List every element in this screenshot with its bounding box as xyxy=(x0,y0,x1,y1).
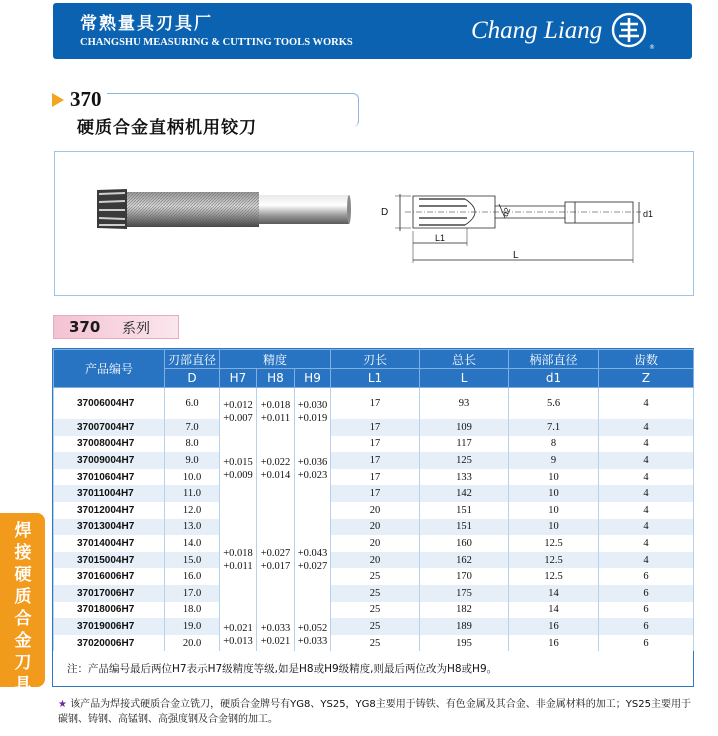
tolerance-lower: +0.007 xyxy=(223,412,253,424)
blade-length: 20 xyxy=(331,502,420,519)
blade-length: 25 xyxy=(331,635,420,652)
col-sym-Z: Z xyxy=(599,369,694,388)
col-header-blade-len: 刃长 xyxy=(331,350,420,369)
total-length: 160 xyxy=(420,535,509,552)
star-icon: ★ xyxy=(58,699,67,710)
product-code: 37007004H7 xyxy=(54,419,165,436)
col-sym-H8: H8 xyxy=(257,369,295,388)
category-side-tab xyxy=(0,513,45,695)
tolerance-lower: +0.019 xyxy=(297,412,328,424)
shank-diameter: 8 xyxy=(509,436,599,453)
tolerance-upper: +0.030 xyxy=(297,399,328,411)
product-code: 37017006H7 xyxy=(54,585,165,602)
series-text: 系列 xyxy=(122,321,150,337)
table-row xyxy=(54,452,694,469)
tolerance-upper: +0.018 xyxy=(260,399,291,411)
blade-length: 20 xyxy=(331,519,420,536)
col-sym-L1: L1 xyxy=(331,369,420,388)
teeth-count: 4 xyxy=(599,552,694,569)
blade-length: 25 xyxy=(331,602,420,619)
blade-diameter: 7.0 xyxy=(165,419,220,436)
category-side-tab-text: 焊接硬质合金刀具 xyxy=(14,521,32,695)
table-row xyxy=(54,436,694,453)
total-length: 93 xyxy=(420,388,509,420)
table-row xyxy=(54,485,694,502)
col-sym-H9: H9 xyxy=(295,369,331,388)
total-length: 151 xyxy=(420,519,509,536)
product-code: 37018006H7 xyxy=(54,602,165,619)
footnote-text: 该产品为焊接式硬质合金立铣刀，硬质合金牌号有YG8、YS25，YG8主要用于铸铁、有色金属及其合金、非金属材料的加工；YS25主要用于碳钢、铸钢、高锰钢、高强度钢及合金钢的加工。 xyxy=(58,699,691,725)
shank-diameter: 10 xyxy=(509,502,599,519)
tolerance-h9 xyxy=(295,436,331,502)
teeth-count: 4 xyxy=(599,535,694,552)
tolerance-h7 xyxy=(220,436,257,502)
table-row xyxy=(54,502,694,519)
product-code: 37014004H7 xyxy=(54,535,165,552)
blade-length: 25 xyxy=(331,568,420,585)
col-header-blade-dia: 刃部直径 xyxy=(165,350,220,369)
tolerance-upper: +0.022 xyxy=(260,456,291,468)
product-code: 37011004H7 xyxy=(54,485,165,502)
dim-label-d1: d1 xyxy=(643,209,654,219)
col-sym-H7: H7 xyxy=(220,369,257,388)
tolerance-h8 xyxy=(257,436,295,502)
blade-diameter: 16.0 xyxy=(165,568,220,585)
tolerance-upper: +0.036 xyxy=(297,456,328,468)
series-number: 370 xyxy=(69,318,101,336)
teeth-count: 4 xyxy=(599,485,694,502)
tolerance-h9 xyxy=(295,618,331,651)
teeth-count: 6 xyxy=(599,585,694,602)
spec-table-panel xyxy=(52,348,694,687)
company-name-cn: 常熟量具刃具厂 xyxy=(80,14,213,34)
teeth-count: 6 xyxy=(599,602,694,619)
shank-diameter: 16 xyxy=(509,635,599,652)
product-code: 37016006H7 xyxy=(54,568,165,585)
blade-diameter: 9.0 xyxy=(165,452,220,469)
blade-diameter: 12.0 xyxy=(165,502,220,519)
tolerance-h7 xyxy=(220,502,257,618)
total-length: 195 xyxy=(420,635,509,652)
table-row xyxy=(54,388,694,420)
product-series-number: 370 xyxy=(70,87,102,111)
tolerance-upper: +0.021 xyxy=(223,622,253,634)
blade-length: 20 xyxy=(331,535,420,552)
tolerance-lower: +0.011 xyxy=(260,412,291,424)
shank-diameter: 10 xyxy=(509,519,599,536)
blade-length: 17 xyxy=(331,469,420,486)
blade-diameter: 14.0 xyxy=(165,535,220,552)
shank-diameter: 12.5 xyxy=(509,552,599,569)
col-header-teeth: 齿数 xyxy=(599,350,694,369)
tolerance-lower: +0.017 xyxy=(260,561,291,573)
shank-diameter: 16 xyxy=(509,618,599,635)
tolerance-lower: +0.013 xyxy=(223,635,253,647)
tolerance-h8 xyxy=(257,618,295,651)
brand-name: Chang Liang xyxy=(471,17,603,44)
blade-diameter: 13.0 xyxy=(165,519,220,536)
tolerance-upper: +0.033 xyxy=(260,622,291,634)
tolerance-lower: +0.009 xyxy=(223,469,253,481)
registered-mark: ® xyxy=(649,44,655,51)
col-sym-d1: d1 xyxy=(509,369,599,388)
table-note: 注：产品编号最后两位H7表示H7级精度等级,如是H8或H9级精度,则最后两位改为H8或H9。 xyxy=(67,663,498,675)
footnote xyxy=(58,697,692,727)
product-code: 37020006H7 xyxy=(54,635,165,652)
shank-diameter: 10 xyxy=(509,469,599,486)
col-header-total-len: 总长 xyxy=(420,350,509,369)
total-length: 175 xyxy=(420,585,509,602)
shank-diameter: 7.1 xyxy=(509,419,599,436)
tolerance-lower: +0.014 xyxy=(260,469,291,481)
total-length: 162 xyxy=(420,552,509,569)
col-header-shank-dia: 柄部直径 xyxy=(509,350,599,369)
product-code: 37015004H7 xyxy=(54,552,165,569)
product-drawing-panel xyxy=(54,151,694,296)
teeth-count: 4 xyxy=(599,469,694,486)
teeth-count: 6 xyxy=(599,568,694,585)
shank-diameter: 9 xyxy=(509,452,599,469)
table-row xyxy=(54,602,694,619)
tolerance-h8 xyxy=(257,388,295,436)
total-length: 189 xyxy=(420,618,509,635)
col-sym-D: D xyxy=(165,369,220,388)
total-length: 151 xyxy=(420,502,509,519)
total-length: 142 xyxy=(420,485,509,502)
tolerance-upper: +0.043 xyxy=(297,548,328,560)
teeth-count: 6 xyxy=(599,618,694,635)
tolerance-h8 xyxy=(257,502,295,618)
tolerance-upper: +0.052 xyxy=(297,622,328,634)
brand-logo-icon xyxy=(611,12,647,48)
shank-diameter: 14 xyxy=(509,585,599,602)
shank-diameter: 5.6 xyxy=(509,388,599,420)
blade-length: 17 xyxy=(331,452,420,469)
teeth-count: 4 xyxy=(599,502,694,519)
total-length: 182 xyxy=(420,602,509,619)
col-sym-L: L xyxy=(420,369,509,388)
total-length: 170 xyxy=(420,568,509,585)
reamer-photo xyxy=(97,189,351,229)
spec-table-body xyxy=(54,388,694,652)
product-code: 37019006H7 xyxy=(54,618,165,635)
series-label-bar xyxy=(53,315,179,339)
shank-diameter: 12.5 xyxy=(509,535,599,552)
total-length: 109 xyxy=(420,419,509,436)
table-row xyxy=(54,568,694,585)
teeth-count: 4 xyxy=(599,452,694,469)
teeth-count: 6 xyxy=(599,635,694,652)
teeth-count: 4 xyxy=(599,419,694,436)
table-row xyxy=(54,469,694,486)
table-row xyxy=(54,535,694,552)
table-row xyxy=(54,635,694,652)
teeth-count: 4 xyxy=(599,519,694,536)
dim-label-L: L xyxy=(513,250,519,261)
product-title: 硬质合金直柄机用铰刀 xyxy=(77,118,257,138)
blade-diameter: 20.0 xyxy=(165,635,220,652)
tolerance-upper: +0.012 xyxy=(223,399,253,411)
tolerance-h7 xyxy=(220,388,257,436)
tolerance-upper: +0.018 xyxy=(223,548,253,560)
tolerance-lower: +0.011 xyxy=(223,561,253,573)
shank-diameter: 14 xyxy=(509,602,599,619)
total-length: 117 xyxy=(420,436,509,453)
tolerance-lower: +0.023 xyxy=(297,469,328,481)
blade-diameter: 8.0 xyxy=(165,436,220,453)
blade-length: 20 xyxy=(331,552,420,569)
blade-length: 17 xyxy=(331,419,420,436)
dim-label-d2: d2 xyxy=(500,206,513,218)
blade-diameter: 18.0 xyxy=(165,602,220,619)
product-code: 37006004H7 xyxy=(54,388,165,420)
blade-diameter: 19.0 xyxy=(165,618,220,635)
col-header-code: 产品编号 xyxy=(54,350,165,388)
product-code: 37012004H7 xyxy=(54,502,165,519)
teeth-count: 4 xyxy=(599,388,694,420)
product-code: 37009004H7 xyxy=(54,452,165,469)
blade-length: 17 xyxy=(331,388,420,420)
spec-table xyxy=(53,349,694,651)
table-row xyxy=(54,552,694,569)
blade-diameter: 11.0 xyxy=(165,485,220,502)
col-header-precision: 精度 xyxy=(220,350,331,369)
tolerance-lower: +0.027 xyxy=(297,561,328,573)
shank-diameter: 12.5 xyxy=(509,568,599,585)
shank-diameter: 10 xyxy=(509,485,599,502)
tolerance-h9 xyxy=(295,502,331,618)
blade-diameter: 17.0 xyxy=(165,585,220,602)
table-row xyxy=(54,519,694,536)
teeth-count: 4 xyxy=(599,436,694,453)
tolerance-h7 xyxy=(220,618,257,651)
tolerance-lower: +0.021 xyxy=(260,635,291,647)
table-row xyxy=(54,618,694,635)
total-length: 125 xyxy=(420,452,509,469)
product-code: 37010604H7 xyxy=(54,469,165,486)
blade-length: 17 xyxy=(331,436,420,453)
blade-diameter: 10.0 xyxy=(165,469,220,486)
company-name-en: CHANGSHU MEASURING & CUTTING TOOLS WORKS xyxy=(80,37,353,48)
blade-diameter: 6.0 xyxy=(165,388,220,420)
product-code: 37008004H7 xyxy=(54,436,165,453)
blade-length: 25 xyxy=(331,585,420,602)
dim-label-D: D xyxy=(381,207,389,218)
tolerance-lower: +0.033 xyxy=(297,635,328,647)
total-length: 133 xyxy=(420,469,509,486)
header-banner xyxy=(53,3,692,59)
tolerance-upper: +0.027 xyxy=(260,548,291,560)
tolerance-upper: +0.015 xyxy=(223,456,253,468)
blade-diameter: 15.0 xyxy=(165,552,220,569)
blade-length: 25 xyxy=(331,618,420,635)
reamer-illustration xyxy=(55,152,693,295)
tolerance-h9 xyxy=(295,388,331,436)
title-arrow-icon xyxy=(52,93,64,107)
product-code: 37013004H7 xyxy=(54,519,165,536)
table-row xyxy=(54,419,694,436)
table-row xyxy=(54,585,694,602)
blade-length: 17 xyxy=(331,485,420,502)
dim-label-L1: L1 xyxy=(435,233,446,243)
